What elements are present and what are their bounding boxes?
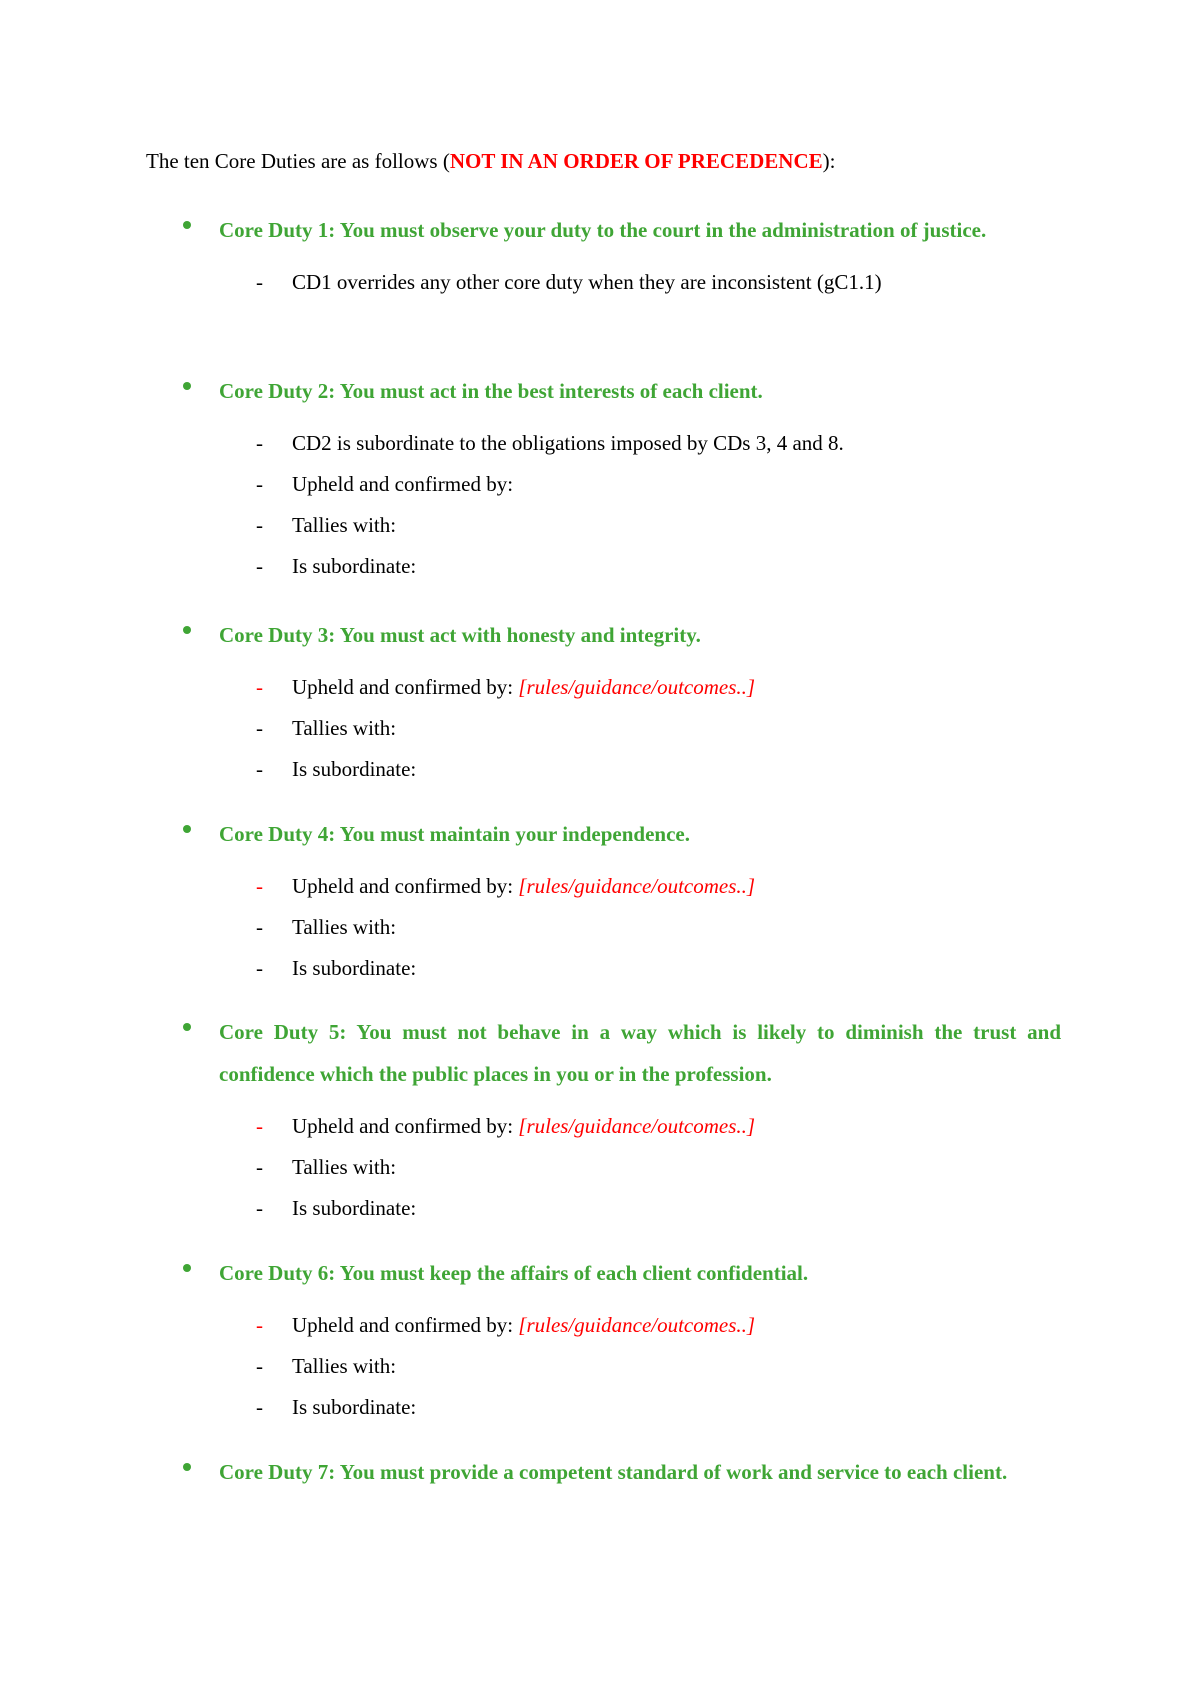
dash-icon: - xyxy=(256,431,263,455)
duty-title: Core Duty 4: You must maintain your independence. xyxy=(219,822,690,846)
sub-item xyxy=(0,1147,1200,1188)
dash-icon: - xyxy=(256,675,263,699)
bullet-icon xyxy=(183,1463,191,1471)
core-duty-4 xyxy=(0,813,1200,989)
dash-icon: - xyxy=(256,513,263,537)
sub-item xyxy=(0,1106,1200,1147)
placeholder-note: [rules/guidance/outcomes..] xyxy=(518,874,756,898)
dash-icon: - xyxy=(256,1395,263,1419)
sub-text: Is subordinate: xyxy=(292,956,417,980)
bullet-icon xyxy=(183,825,191,833)
placeholder-note: [rules/guidance/outcomes..] xyxy=(518,675,756,699)
sub-item xyxy=(0,546,1200,587)
core-duty-6 xyxy=(0,1252,1200,1428)
dash-icon: - xyxy=(256,956,263,980)
sub-text: Upheld and confirmed by: xyxy=(292,675,519,699)
intro-suffix: ): xyxy=(822,149,836,173)
sub-text: Is subordinate: xyxy=(292,1196,417,1220)
dash-icon: - xyxy=(256,472,263,496)
sub-item xyxy=(0,667,1200,708)
dash-icon: - xyxy=(256,270,263,294)
sub-text: Tallies with: xyxy=(292,1354,397,1378)
dash-icon: - xyxy=(256,716,263,740)
bullet-icon xyxy=(183,1264,191,1272)
dash-icon: - xyxy=(256,1313,263,1337)
sub-item xyxy=(0,1346,1200,1387)
placeholder-note: [rules/guidance/outcomes..] xyxy=(518,1114,756,1138)
sub-text: Is subordinate: xyxy=(292,757,417,781)
sub-item xyxy=(0,749,1200,790)
core-duty-7 xyxy=(0,1451,1200,1493)
sub-text: Tallies with: xyxy=(292,915,397,939)
sub-item xyxy=(0,1188,1200,1229)
duty-title: Core Duty 7: You must provide a competent standard of work and service to each client. xyxy=(219,1460,1008,1484)
dash-icon: - xyxy=(256,1114,263,1138)
sub-text: Upheld and confirmed by: xyxy=(292,874,519,898)
bullet-icon xyxy=(183,626,191,634)
core-duty-1 xyxy=(0,209,1200,303)
intro-emphasis: NOT IN AN ORDER OF PRECEDENCE xyxy=(449,149,823,173)
intro-paragraph xyxy=(146,146,835,176)
dash-icon: - xyxy=(256,915,263,939)
sub-item xyxy=(0,866,1200,907)
sub-text: Tallies with: xyxy=(292,513,397,537)
sub-item xyxy=(0,1305,1200,1346)
dash-icon: - xyxy=(256,1354,263,1378)
dash-icon: - xyxy=(256,554,263,578)
sub-item xyxy=(0,423,1200,464)
dash-icon: - xyxy=(256,1155,263,1179)
placeholder-note: [rules/guidance/outcomes..] xyxy=(518,1313,756,1337)
sub-text: Is subordinate: xyxy=(292,554,417,578)
duty-title: Core Duty 3: You must act with honesty and integrity. xyxy=(219,623,701,647)
intro-prefix: The ten Core Duties are as follows ( xyxy=(146,149,450,173)
sub-text: Upheld and confirmed by: xyxy=(292,472,514,496)
sub-item xyxy=(0,464,1200,505)
sub-text: Upheld and confirmed by: xyxy=(292,1114,519,1138)
sub-item xyxy=(0,262,1200,303)
bullet-icon xyxy=(183,221,191,229)
core-duty-3 xyxy=(0,614,1200,790)
sub-text: Upheld and confirmed by: xyxy=(292,1313,519,1337)
sub-item xyxy=(0,907,1200,948)
sub-item xyxy=(0,505,1200,546)
core-duty-2 xyxy=(0,370,1200,587)
dash-icon: - xyxy=(256,757,263,781)
core-duty-5 xyxy=(0,1011,1200,1229)
bullet-icon xyxy=(183,382,191,390)
dash-icon: - xyxy=(256,1196,263,1220)
sub-text: CD1 overrides any other core duty when they are inconsistent (gC1.1) xyxy=(292,270,882,294)
dash-icon: - xyxy=(256,874,263,898)
sub-item xyxy=(0,708,1200,749)
sub-text: Tallies with: xyxy=(292,1155,397,1179)
duty-title: Core Duty 5: You must not behave in a way which is likely to diminish the trust and confidence which the public places in you or in the profession. xyxy=(219,1020,1061,1086)
duty-title: Core Duty 6: You must keep the affairs of each client confidential. xyxy=(219,1261,809,1285)
duty-title: Core Duty 2: You must act in the best interests of each client. xyxy=(219,379,763,403)
duty-title: Core Duty 1: You must observe your duty to the court in the administration of justice. xyxy=(219,218,987,242)
sub-text: CD2 is subordinate to the obligations imposed by CDs 3, 4 and 8. xyxy=(292,431,844,455)
sub-text: Tallies with: xyxy=(292,716,397,740)
sub-item xyxy=(0,948,1200,989)
bullet-icon xyxy=(183,1023,191,1031)
sub-text: Is subordinate: xyxy=(292,1395,417,1419)
sub-item xyxy=(0,1387,1200,1428)
